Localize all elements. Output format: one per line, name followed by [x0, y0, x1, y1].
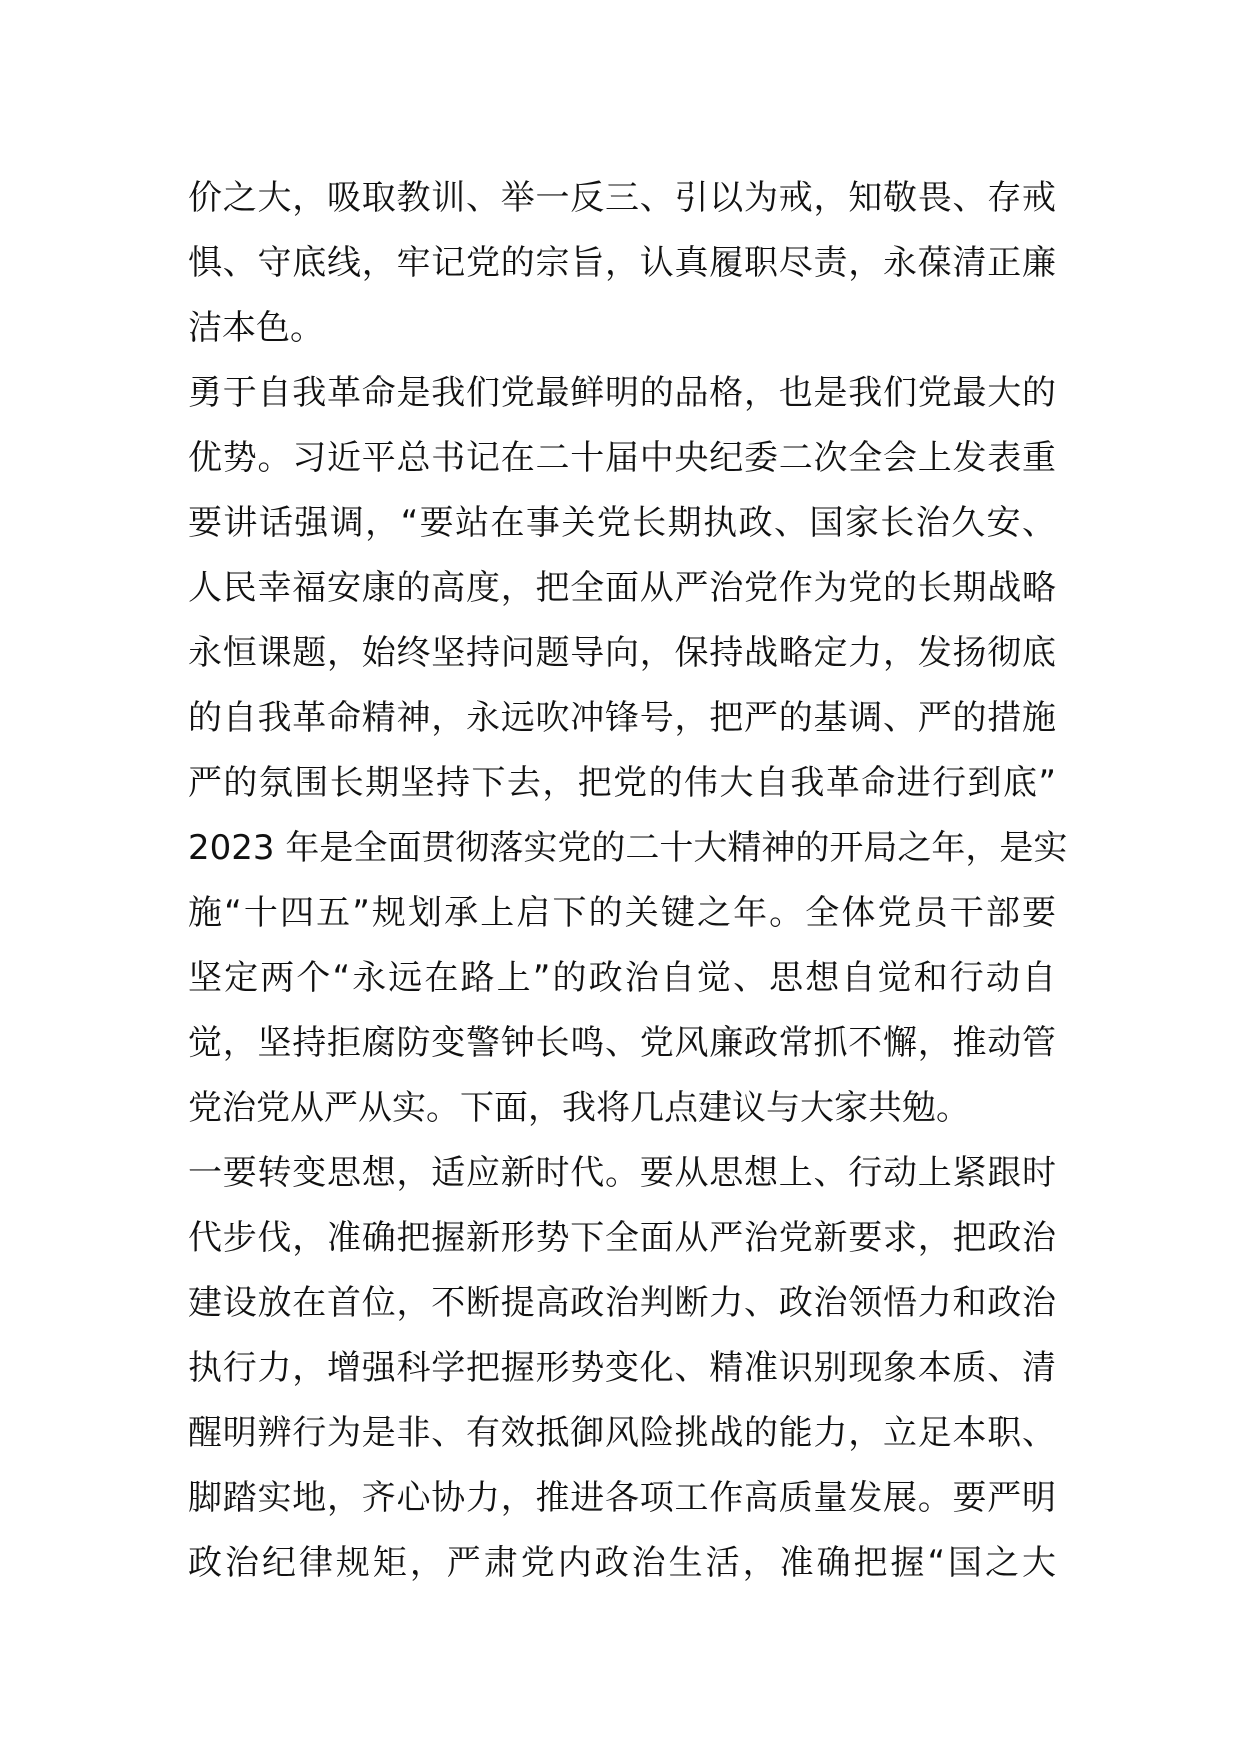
text-line: 醒明辨行为是非、有效抵御风险挑战的能力，立足本职、 — [188, 1413, 1056, 1453]
text-line: 永恒课题，始终坚持问题导向，保持战略定力，发扬彻底 — [188, 633, 1056, 673]
text-line: 代步伐，准确把握新形势下全面从严治党新要求，把政治 — [188, 1218, 1056, 1258]
paragraph-2 — [188, 361, 1068, 1141]
text-line: 2023 年是全面贯彻落实党的二十大精神的开局之年，是实 — [188, 828, 1068, 868]
text-line: 价之大，吸取教训、举一反三、引以为戒，知敬畏、存戒 — [188, 178, 1056, 218]
text-line: 勇于自我革命是我们党最鲜明的品格，也是我们党最大的 — [188, 373, 1056, 413]
text-line: 一要转变思想，适应新时代。要从思想上、行动上紧跟时 — [188, 1153, 1056, 1193]
text-line: 严的氛围长期坚持下去，把党的伟大自我革命进行到底” — [188, 763, 1056, 803]
paragraph-1 — [188, 166, 1056, 361]
text-line: 建设放在首位，不断提高政治判断力、政治领悟力和政治 — [188, 1283, 1056, 1323]
text-line: 政治纪律规矩，严肃党内政治生活，准确把握“国之大 — [188, 1543, 1056, 1583]
text-line: 优势。习近平总书记在二十届中央纪委二次全会上发表重 — [188, 438, 1056, 478]
text-line: 的自我革命精神，永远吹冲锋号，把严的基调、严的措施 — [188, 698, 1056, 738]
text-line: 施“十四五”规划承上启下的关键之年。全体党员干部要 — [188, 893, 1056, 933]
body-text — [188, 166, 1068, 1596]
paragraph-3 — [188, 1141, 1056, 1596]
text-line: 党治党从严从实。下面，我将几点建议与大家共勉。 — [188, 1088, 970, 1128]
text-line: 觉，坚持拒腐防变警钟长鸣、党风廉政常抓不懈，推动管 — [188, 1023, 1056, 1063]
text-line: 坚定两个“永远在路上”的政治自觉、思想自觉和行动自 — [188, 958, 1056, 998]
text-line: 人民幸福安康的高度，把全面从严治党作为党的长期战略 — [188, 568, 1056, 608]
text-line: 要讲话强调，“要站在事关党长期执政、国家长治久安、 — [188, 503, 1056, 543]
text-line: 洁本色。 — [188, 308, 324, 348]
text-line: 执行力，增强科学把握形势变化、精准识别现象本质、清 — [188, 1348, 1056, 1388]
text-line: 惧、守底线，牢记党的宗旨，认真履职尽责，永葆清正廉 — [188, 243, 1056, 283]
text-line: 脚踏实地，齐心协力，推进各项工作高质量发展。要严明 — [188, 1478, 1056, 1518]
